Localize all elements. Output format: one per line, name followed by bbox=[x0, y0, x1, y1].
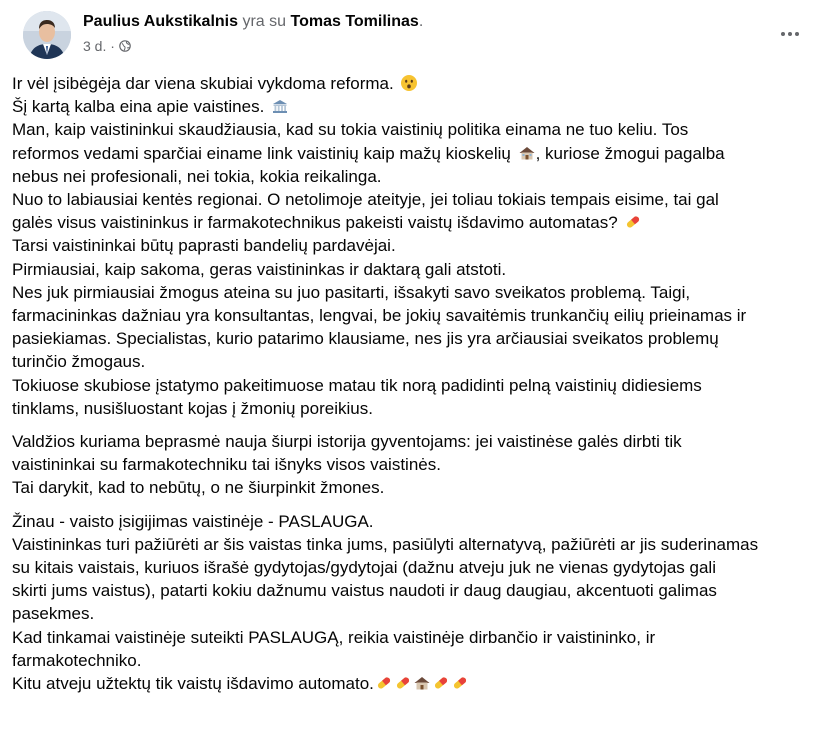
bank-icon bbox=[271, 97, 289, 115]
pill-icon bbox=[451, 674, 469, 692]
text: galės visus vaistininkus ir farmakotechnikus pakeisti vaistų išdavimo automatas? bbox=[12, 213, 618, 233]
text-line: skirti jums vaistus), patarti kokiu dažnumu vaistus naudoti ir daug daugiau, akcentuoti galimas bbox=[12, 581, 717, 601]
text-line: turinčio žmogaus. bbox=[12, 352, 146, 372]
more-horizontal-icon bbox=[781, 32, 785, 36]
globe-icon[interactable] bbox=[119, 40, 131, 52]
author-avatar[interactable] bbox=[23, 11, 71, 59]
avatar-portrait-icon bbox=[23, 11, 71, 59]
post-message bbox=[12, 72, 822, 705]
pill-icon bbox=[432, 674, 450, 692]
pill-icon bbox=[375, 674, 393, 692]
pill-icon bbox=[394, 674, 412, 692]
text-line: Man, kaip vaistininkui skaudžiausia, kad su tokia vaistinių politika einama ne tuo keliu. Tos bbox=[12, 120, 689, 140]
more-options-button[interactable] bbox=[772, 22, 808, 46]
text-line bbox=[12, 211, 822, 234]
text-line: Valdžios kuriama beprasmė nauja šiurpi istorija gyventojams: jei vaistinėse galės dirbti tik bbox=[12, 432, 682, 452]
text-line bbox=[12, 72, 822, 95]
surprised-face-icon bbox=[400, 74, 418, 92]
text-line: Tarsi vaistininkai būtų paprasti bandelių pardavėjai. bbox=[12, 236, 396, 256]
text-line: su kitais vaistais, kuriuos išrašė gydytojas/gydytojai (dažnu atveju juk ne vienas gydytojas gali bbox=[12, 558, 716, 578]
tagged-person-link[interactable]: Tomas Tomilinas bbox=[290, 13, 419, 30]
more-dot bbox=[788, 32, 792, 36]
text-line: Pirmiausiai, kaip sakoma, geras vaistininkas ir daktarą gali atstoti. bbox=[12, 259, 507, 279]
text-line: Vaistininkas turi pažiūrėti ar šis vaistas tinka jums, pasiūlyti alternatyvą, pažiūrėti ar jis suderinamas bbox=[12, 534, 759, 554]
paragraph-2 bbox=[12, 430, 822, 500]
text-line: Kad tinkamai vaistinėje suteikti PASLAUGĄ, reikia vaistinėje dirbančio ir vaistininko, ir bbox=[12, 627, 656, 647]
post-header bbox=[12, 0, 818, 64]
text-line: farmakotechniko. bbox=[12, 650, 142, 670]
pill-icon bbox=[624, 213, 642, 231]
text-line: Tokiuose skubiose įstatymo pakeitimuose matau tik norą padidinti pelną vaistinių didiesiems bbox=[12, 375, 702, 395]
post-meta bbox=[83, 37, 131, 55]
house-icon bbox=[518, 144, 536, 162]
text-line bbox=[12, 672, 822, 695]
text-line: farmacininkas dažniau yra konsultantas, lengvai, be jokių savaitėmis trunkančių eilių prieinamas ir bbox=[12, 306, 747, 326]
text-line: Žinau - vaisto įsigijimas vaistinėje - PASLAUGA. bbox=[12, 511, 374, 531]
tagged-suffix: . bbox=[418, 13, 424, 30]
house-icon bbox=[413, 674, 431, 692]
text-line bbox=[12, 142, 822, 165]
text-line bbox=[12, 95, 822, 118]
text: , kuriose žmogui pagalba bbox=[535, 143, 725, 163]
text-line: pasekmes. bbox=[12, 604, 95, 624]
text-line: Tai darykit, kad to nebūtų, o ne šiurpinkit žmones. bbox=[12, 478, 385, 498]
author-name-link[interactable]: Paulius Aukstikalnis bbox=[83, 13, 239, 30]
text-line: vaistininkai su farmakotechniku tai išnyks visos vaistinės. bbox=[12, 455, 441, 475]
text: Šį kartą kalba eina apie vaistines. bbox=[12, 97, 265, 117]
text-line: pasiekiamas. Specialistas, kurio patarimo klausiame, nes jis yra arčiausiai sveikatos problemų bbox=[12, 329, 719, 349]
text: Ir vėl įsibėgėja dar viena skubiai vykdoma reforma. bbox=[12, 74, 394, 93]
emoji-row bbox=[375, 674, 469, 692]
text: Kitu atveju užtektų tik vaistų išdavimo automato. bbox=[12, 674, 374, 694]
author-line bbox=[83, 11, 423, 33]
text-line: tinklams, nusišluostant kojas į žmonių poreikius. bbox=[12, 398, 373, 418]
text-line: Nes juk pirmiausiai žmogus ateina su juo pasitarti, išsakyti savo sveikatos problemą. Taigi, bbox=[12, 282, 691, 302]
paragraph-3 bbox=[12, 510, 822, 696]
more-dot bbox=[795, 32, 799, 36]
text: reformos vedami sparčiai einame link vaistinių kaip mažų kioskelių bbox=[12, 143, 511, 163]
text-line: nebus nei profesionali, nei tokia, kokia reikalinga. bbox=[12, 166, 382, 186]
post-timestamp-link[interactable]: 3 d. · bbox=[83, 38, 115, 54]
paragraph-1 bbox=[12, 72, 822, 420]
text-line: Nuo to labiausiai kentės regionai. O netolimoje ateityje, jei toliau tokiais tempais eisime, tai gal bbox=[12, 190, 719, 210]
with-text: yra su bbox=[238, 13, 291, 30]
